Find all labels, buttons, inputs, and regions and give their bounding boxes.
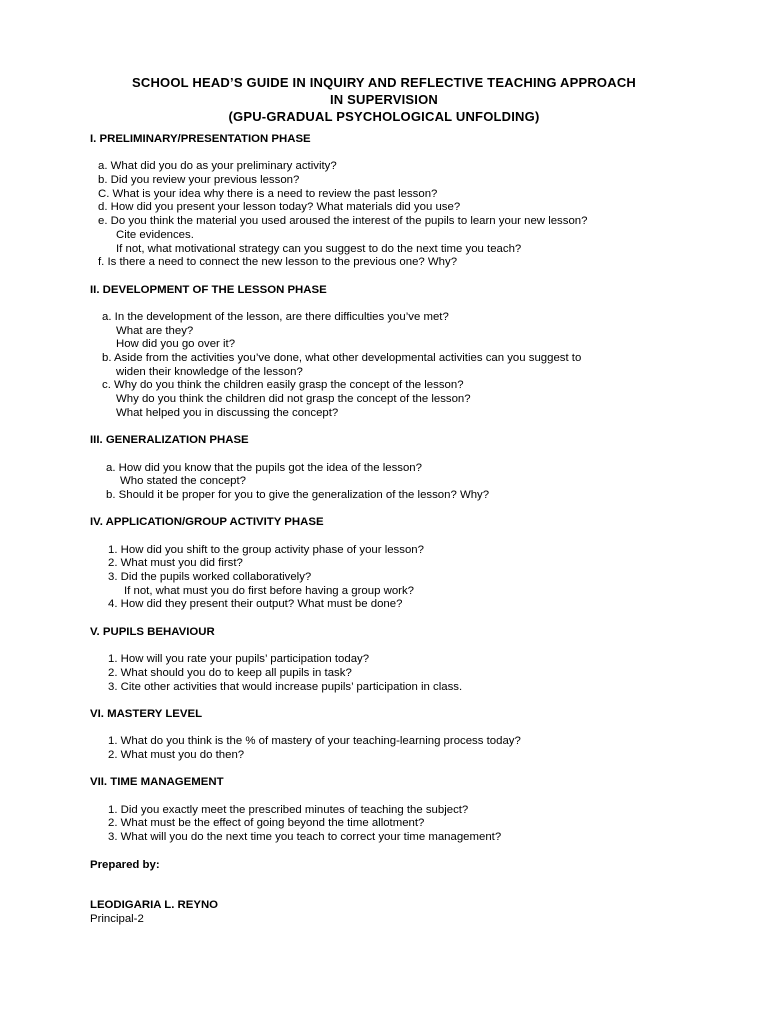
preparer-name: LEODIGARIA L. REYNO [90, 899, 219, 912]
question-list [90, 462, 710, 503]
question-line: 1. How will you rate your pupils’ participation today? [108, 653, 370, 666]
question-list [90, 804, 710, 845]
question-line: How did you go over it? [116, 338, 236, 351]
question-line: 2. What must be the effect of going beyond the time allotment? [108, 817, 425, 830]
question-line: If not, what must you do first before having a group work? [124, 584, 414, 597]
question-line: c. Why do you think the children easily grasp the concept of the lesson? [102, 379, 464, 392]
question-line: Why do you think the children did not grasp the concept of the lesson? [116, 393, 471, 406]
question-list [90, 653, 710, 694]
section [90, 133, 710, 284]
section-heading: IV. APPLICATION/GROUP ACTIVITY PHASE [90, 516, 324, 529]
question-line: Who stated the concept? [120, 475, 247, 488]
section-spacer [90, 503, 710, 517]
question-line: a. How did you know that the pupils got the idea of the lesson? [106, 461, 422, 474]
section-heading: I. PRELIMINARY/PRESENTATION PHASE [90, 133, 311, 145]
question-line: 4. How did they present their output? What must be done? [108, 598, 403, 611]
section-heading: III. GENERALIZATION PHASE [90, 434, 249, 447]
section-heading: VII. TIME MANAGEMENT [90, 776, 224, 789]
question-line: b. Should it be proper for you to give the generalization of the lesson? Why? [106, 488, 490, 501]
title-line-3: (GPU-GRADUAL PSYCHOLOGICAL UNFOLDING) [228, 109, 540, 124]
question-line: widen their knowledge of the lesson? [116, 365, 303, 378]
question-line: What helped you in discussing the concept? [116, 406, 339, 419]
question-line: If not, what motivational strategy can you suggest to do the next time you teach? [116, 242, 522, 255]
section-heading: II. DEVELOPMENT OF THE LESSON PHASE [90, 283, 327, 296]
question-list [90, 160, 710, 270]
question-line: What are they? [116, 324, 194, 337]
section-heading: VI. MASTERY LEVEL [90, 707, 203, 720]
section [90, 434, 710, 516]
section-spacer [90, 612, 710, 626]
title-line-1: SCHOOL HEAD’S GUIDE IN INQUIRY AND REFLECTIVE TEACHING APPROACH [132, 75, 636, 90]
question-line: 1. What do you think is the % of mastery of your teaching-learning process today? [108, 735, 521, 748]
question-line: Cite evidences. [116, 228, 194, 241]
question-line: 3. Did the pupils worked collaboratively? [108, 571, 312, 584]
question-line: 2. What must you did first? [108, 557, 243, 570]
question-line: 2. What should you do to keep all pupils in task? [108, 666, 352, 679]
question-line: 1. How did you shift to the group activity phase of your lesson? [108, 543, 424, 556]
question-line: b. Did you review your previous lesson? [98, 174, 300, 187]
section [90, 626, 710, 708]
question-line: 3. What will you do the next time you teach to correct your time management? [108, 831, 502, 844]
question-line: C. What is your idea why there is a need to review the past lesson? [98, 187, 438, 200]
document-title [60, 74, 708, 125]
question-line: 3. Cite other activities that would increase pupils’ participation in class. [108, 680, 463, 693]
section [90, 284, 710, 435]
question-list [90, 735, 710, 762]
question-line: a. In the development of the lesson, are there difficulties you’ve met? [102, 310, 449, 323]
prepared-by-label: Prepared by: [90, 858, 160, 871]
section [90, 708, 710, 776]
title-line-2: IN SUPERVISION [329, 92, 439, 107]
question-line: f. Is there a need to connect the new lesson to the previous one? Why? [98, 256, 458, 269]
section-spacer [90, 845, 710, 859]
section-spacer [90, 420, 710, 434]
question-line: b. Aside from the activities you’ve done, what other developmental activities can you suggest to [102, 352, 582, 365]
section-spacer [90, 270, 710, 284]
signature-space [90, 872, 710, 899]
section-heading: V. PUPILS BEHAVIOUR [90, 625, 215, 638]
question-list [90, 311, 710, 421]
question-line: 2. What must you do then? [108, 749, 245, 762]
question-line: d. How did you present your lesson today? What materials did you use? [98, 201, 461, 214]
section-spacer [90, 763, 710, 777]
section-spacer [90, 694, 710, 708]
preparer-position: Principal-2 [90, 912, 144, 925]
section [90, 776, 710, 858]
question-line: e. Do you think the material you used aroused the interest of the pupils to learn your new lesson? [98, 215, 588, 228]
section [90, 516, 710, 626]
document-body [90, 133, 710, 927]
question-line: 1. Did you exactly meet the prescribed minutes of teaching the subject? [108, 803, 469, 816]
question-line: a. What did you do as your preliminary activity? [98, 160, 337, 173]
question-list [90, 544, 710, 612]
